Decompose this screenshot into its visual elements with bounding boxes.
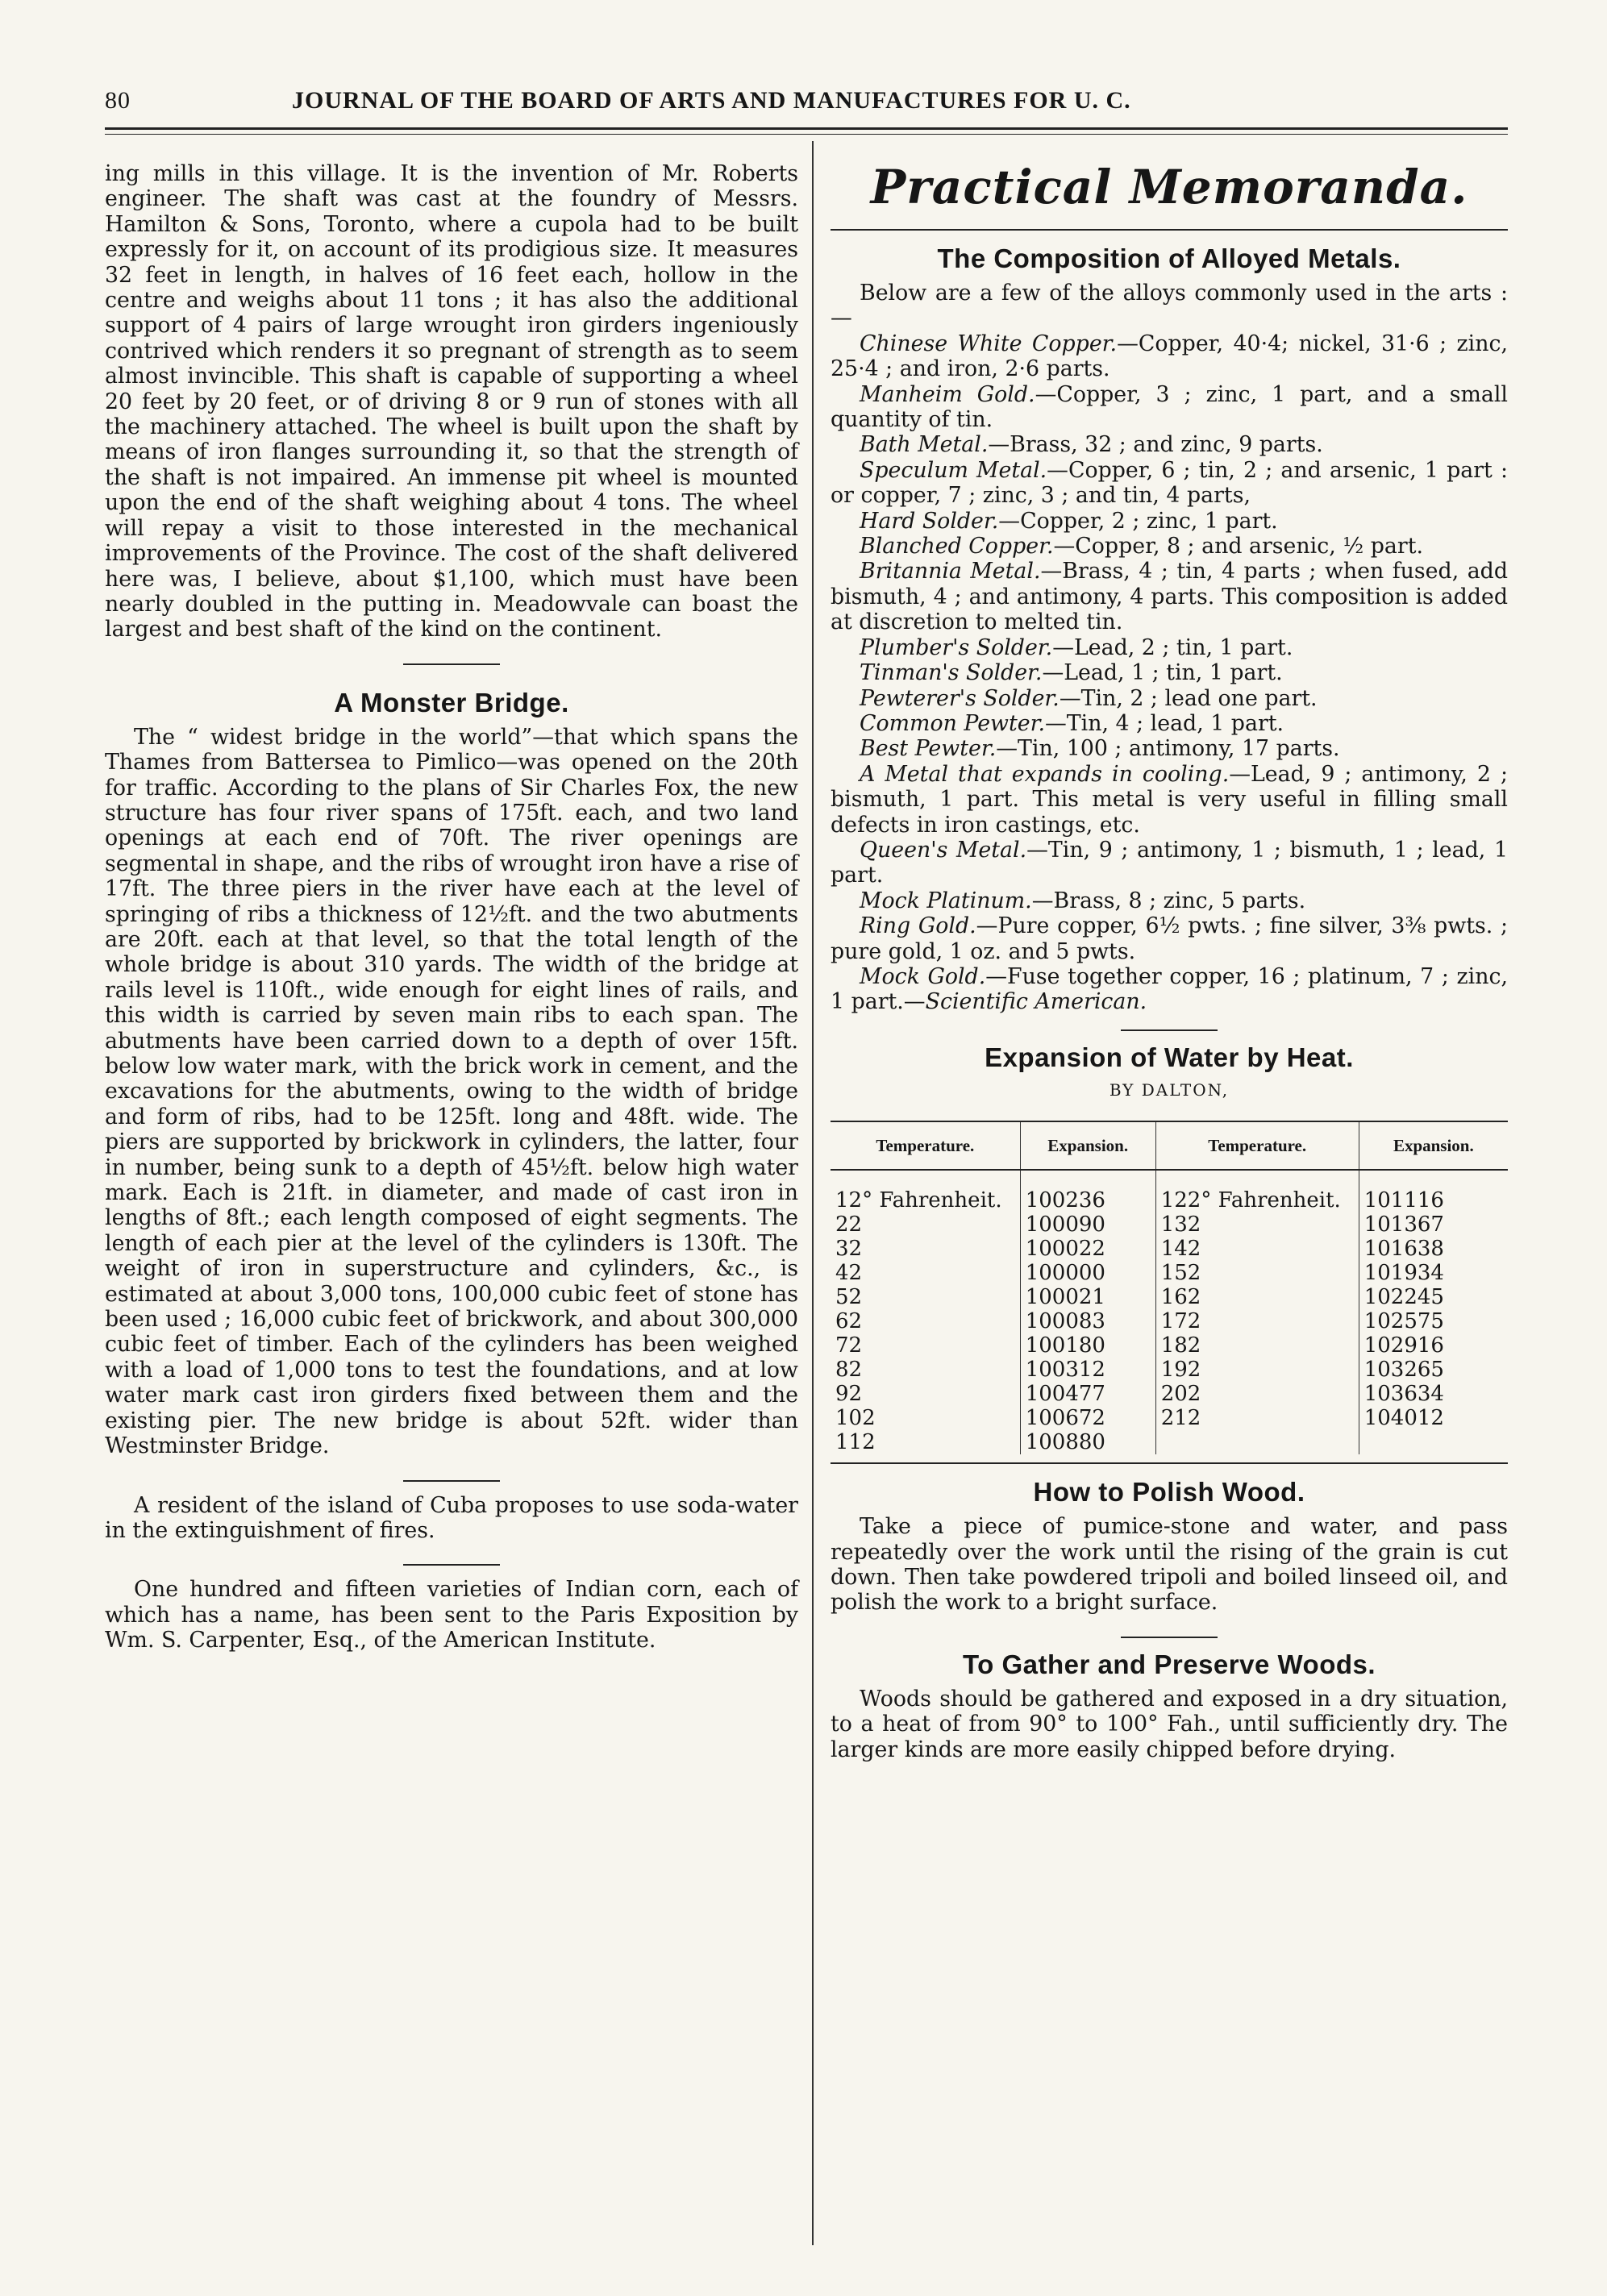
table-row — [831, 1406, 1508, 1430]
water-heading: Expansion of Water by Heat. — [985, 1042, 1354, 1072]
col-header: Temperature. — [831, 1121, 1020, 1170]
shaft-paragraph: ing mills in this village. It is the invention of Mr. Roberts engineer. The shaft was cast at the foundry of Messrs. Hamilton & Sons, Toronto, where a cupola had to be built expressly for it, on account of its prodigious size. It measures 32 feet in length, in halves of 16 feet each, hollow in the centre and weighs about 11 tons ; it has also the additional support of 4 pairs of large wrought iron girders ingeniously contrived which renders it so pregnant of strength as to seem almost invincible. This shaft is capable of supporting a wheel 20 feet by 20 feet, or of driving 8 or 9 run of stones with all the machinery attached. The wheel is built upon the shaft by means of iron flanges surrounding it, so that the strength of the shaft is not impaired. An immense pit wheel is mounted upon the end of the shaft weighing about 4 tons. The wheel will repay a visit to those interested in the mechanical improvements of the Province. The cost of the shaft delivered here was, I believe, about $1,100, which must have been nearly doubled in the putting in. Meadowvale can boast the largest and best shaft of the kind on the continent. — [105, 161, 798, 643]
expansion-cell: 100880 — [1020, 1430, 1155, 1454]
table-row — [831, 1212, 1508, 1237]
expansion-cell: 100090 — [1020, 1212, 1155, 1237]
section-rule — [1121, 1029, 1218, 1031]
alloy-name: Blanched Copper. — [860, 534, 1054, 559]
temperature-cell: 12° Fahrenheit. — [835, 1188, 1002, 1213]
temperature-cell: 52 — [835, 1285, 863, 1310]
alloy-composition: —Copper, 6 ; tin, 2 ; and arsenic, 1 part : or copper, 7 ; zinc, 3 ; and tin, 4 parts, — [831, 457, 1508, 509]
alloy-composition: —Tin, 4 ; lead, 1 part. — [1045, 710, 1284, 736]
section-rule — [403, 1564, 500, 1566]
expansion-cell: 100236 — [1020, 1170, 1155, 1212]
water-byline: BY DALTON, — [1109, 1079, 1230, 1100]
table-row — [831, 1430, 1508, 1454]
alloys-heading: The Composition of Alloyed Metals. — [937, 243, 1401, 273]
table-row — [831, 1382, 1508, 1406]
col-header: Temperature. — [1155, 1121, 1359, 1170]
table-row — [831, 1261, 1508, 1285]
alloy-composition: —Pure copper, 6½ pwts. ; fine silver, 3⅜ pwts. ; pure gold, 1 oz. and 5 pwts. — [831, 913, 1508, 964]
alloy-composition: —Fuse together copper, 16 ; platinum, 7 ; zinc, 1 part.— — [831, 963, 1508, 1015]
alloy-entry — [831, 762, 1508, 838]
expansion-cell: 100021 — [1020, 1285, 1155, 1309]
expansion-cell: 104012 — [1359, 1406, 1508, 1430]
alloy-composition: —Brass, 4 ; tin, 4 parts ; when fused, add bismuth, 4 ; and antimony, 4 parts. This composition is added at discretion to melted tin. — [831, 559, 1508, 635]
alloy-name: Mock Platinum. — [860, 888, 1032, 913]
alloy-entry — [831, 736, 1508, 761]
temperature-cell — [1155, 1430, 1359, 1454]
temperature-cell: 182 — [1155, 1333, 1359, 1358]
temperature-cell: 92 — [835, 1382, 863, 1407]
alloy-composition: —Tin, 2 ; lead one part. — [1059, 685, 1318, 711]
temperature-cell: 192 — [1155, 1358, 1359, 1382]
table-rule — [831, 1462, 1508, 1464]
alloys-intro: Below are a few of the alloys commonly used in the arts :— — [831, 281, 1508, 331]
expansion-cell: 103634 — [1359, 1382, 1508, 1406]
temperature-cell: 32 — [835, 1237, 863, 1262]
temperature-cell: 82 — [835, 1358, 863, 1383]
table-row — [831, 1285, 1508, 1309]
header-rule-thin — [105, 134, 1508, 135]
section-rule — [403, 1480, 500, 1482]
temperature-cell: 112 — [835, 1430, 876, 1455]
alloy-list — [831, 331, 1508, 1015]
section-rule — [1121, 1637, 1218, 1638]
alloy-composition: —Copper, 2 ; zinc, 1 part. — [998, 508, 1278, 534]
alloy-entry — [831, 509, 1508, 534]
alloy-composition: —Copper, 8 ; and arsenic, ½ part. — [1053, 534, 1423, 559]
alloy-entry — [831, 382, 1508, 433]
corn-paragraph: One hundred and fifteen varieties of Indian corn, each of which has a name, has been sent to the Paris Exposition by Wm. S. Carpenter, Esq., of the American Institute. — [105, 1577, 798, 1653]
alloy-composition: —Copper, 3 ; zinc, 1 part, and a small quantity of tin. — [831, 381, 1509, 433]
alloy-entry — [831, 635, 1508, 660]
alloy-entry — [831, 686, 1508, 711]
temperature-cell: 172 — [1155, 1309, 1359, 1333]
gather-paragraph: Woods should be gathered and exposed in a dry situation, to a heat of from 90° to 100° Fah., until sufficiently dry. The larger kinds are more easily chipped before drying. — [831, 1686, 1508, 1762]
alloy-entry — [831, 660, 1508, 685]
alloy-name: Mock Gold. — [860, 963, 986, 989]
alloy-entry — [831, 331, 1508, 382]
section-title: Practical Memoranda. — [870, 160, 1468, 214]
col-header: Expansion. — [1020, 1121, 1155, 1170]
bridge-heading: A Monster Bridge. — [334, 687, 569, 718]
alloy-entry — [831, 432, 1508, 457]
expansion-cell: 101638 — [1359, 1237, 1508, 1261]
alloy-composition: —Tin, 100 ; antimony, 17 parts. — [996, 736, 1340, 762]
alloy-composition: —Copper, 40·4; nickel, 31·6 ; zinc, 25·4 ; and iron, 2·6 parts. — [831, 331, 1509, 382]
alloy-name: Tinman's Solder. — [860, 660, 1043, 686]
temperature-cell: 42 — [835, 1261, 863, 1286]
right-column — [831, 161, 1508, 1762]
alloy-composition: —Tin, 9 ; antimony, 1 ; bismuth, 1 ; lead, 1 part. — [831, 837, 1509, 888]
journal-title: JOURNAL OF THE BOARD OF ARTS AND MANUFACTURES FOR U. C. — [292, 87, 1131, 114]
page-header — [105, 87, 1508, 119]
expansion-cell: 100672 — [1020, 1406, 1155, 1430]
page-number: 80 — [105, 87, 131, 114]
alloy-source: Scientific American. — [925, 989, 1147, 1015]
table-row — [831, 1358, 1508, 1382]
alloy-name: Speculum Metal. — [860, 457, 1047, 483]
expansion-cell: 100083 — [1020, 1309, 1155, 1333]
temperature-cell: 162 — [1155, 1285, 1359, 1309]
alloy-name: Hard Solder. — [860, 508, 999, 534]
alloy-name: Manheim Gold. — [860, 381, 1035, 407]
title-rule — [831, 229, 1508, 231]
temperature-cell: 202 — [1155, 1382, 1359, 1406]
alloy-composition: —Brass, 32 ; and zinc, 9 parts. — [988, 432, 1323, 458]
polish-paragraph: Take a piece of pumice-stone and water, and pass repeatedly over the work until the rising of the grain is cut down. Then take powdered tripoli and boiled linseed oil, and polish the work to a bright surface. — [831, 1514, 1508, 1616]
expansion-cell: 102916 — [1359, 1333, 1508, 1358]
expansion-cell: 100180 — [1020, 1333, 1155, 1358]
table-row — [831, 1237, 1508, 1261]
alloy-name: Best Pewter. — [860, 736, 997, 762]
table-row — [831, 1333, 1508, 1358]
expansion-table — [831, 1121, 1508, 1454]
alloy-entry — [831, 534, 1508, 559]
expansion-cell: 102575 — [1359, 1309, 1508, 1333]
section-rule — [403, 663, 500, 665]
alloy-entry — [831, 458, 1508, 509]
alloy-composition: —Lead, 9 ; antimony, 2 ; bismuth, 1 part. This metal is very useful in filling small defects in iron castings, etc. — [831, 761, 1508, 838]
alloy-name: Bath Metal. — [860, 432, 989, 458]
alloy-entry — [831, 888, 1508, 913]
temperature-cell: 132 — [1155, 1212, 1359, 1237]
alloy-composition: —Lead, 2 ; tin, 1 part. — [1052, 634, 1293, 660]
expansion-cell: 101116 — [1359, 1170, 1508, 1212]
left-column — [105, 161, 798, 1653]
temperature-cell: 122° Fahrenheit. — [1155, 1170, 1359, 1212]
bridge-paragraph: The “ widest bridge in the world”—that which spans the Thames from Battersea to Pimlico—was opened on the 20th for traffic. According to the plans of Sir Charles Fox, the new structure has four river spans of 175ft. each, and two land openings at each end of 70ft. The river openings are segmental in shape, and the ribs of wrought iron have a rise of 17ft. The three piers in the river have each at the level of springing of ribs a thickness of 12½ft. and the two abutments are 20ft. each at that level, so that the total length of the whole bridge is about 310 yards. The width of the bridge at rails level is 110ft., wide enough for eight lines of rails, and this width is carried by seven main ribs to each span. The abutments have been carried down to a depth of over 15ft. below low water mark, with the brick work in cement, and the excavations for the abutments, owing to the width of bridge and form of ribs, had to be 125ft. long and 48ft. wide. The piers are supported by brickwork in cylinders, the latter, four in number, being sunk to a depth of 45½ft. below high water mark. Each is 21ft. in diameter, and made of cast iron in lengths of 8ft.; each length composed of eight segments. The length of each pier at the level of the cylinders is 130ft. The weight of iron in superstructure and cylinders, &c., is estimated at about 3,000 tons, 100,000 cubic feet of stone has been used ; 16,000 cubic feet of brickwork, and about 300,000 cubic feet of timber. Each of the cylinders has been weighed with a load of 1,000 tons to test the foundations, and at low water mark cast iron girders fixed between them and the existing pier. The new bridge is about 52ft. wider than Westminster Bridge. — [105, 724, 798, 1459]
alloy-name: A Metal that expands in cooling. — [860, 761, 1230, 787]
temperature-cell: 62 — [835, 1309, 863, 1334]
alloy-entry — [831, 559, 1508, 634]
alloy-entry — [831, 711, 1508, 736]
expansion-cell — [1359, 1430, 1508, 1454]
alloy-entry — [831, 838, 1508, 888]
col-header: Expansion. — [1359, 1121, 1508, 1170]
alloy-name: Pewterer's Solder. — [860, 685, 1060, 711]
table-row — [831, 1170, 1508, 1212]
temperature-cell: 152 — [1155, 1261, 1359, 1285]
expansion-cell: 101934 — [1359, 1261, 1508, 1285]
expansion-cell: 101367 — [1359, 1212, 1508, 1237]
table-row — [831, 1309, 1508, 1333]
expansion-cell: 100312 — [1020, 1358, 1155, 1382]
expansion-cell: 100477 — [1020, 1382, 1155, 1406]
header-rule — [105, 127, 1508, 130]
gather-heading: To Gather and Preserve Woods. — [962, 1649, 1376, 1679]
alloy-entry — [831, 913, 1508, 964]
expansion-cell: 100022 — [1020, 1237, 1155, 1261]
alloy-name: Ring Gold. — [860, 913, 976, 939]
alloy-name: Queen's Metal. — [860, 837, 1027, 863]
temperature-cell: 22 — [835, 1212, 863, 1237]
temperature-cell: 142 — [1155, 1237, 1359, 1261]
expansion-cell: 102245 — [1359, 1285, 1508, 1309]
column-divider — [812, 141, 814, 2245]
alloy-composition: —Lead, 1 ; tin, 1 part. — [1042, 660, 1283, 686]
alloy-name: Britannia Metal. — [860, 559, 1041, 584]
temperature-cell: 72 — [835, 1333, 863, 1358]
alloy-name: Common Pewter. — [860, 710, 1045, 736]
expansion-cell: 103265 — [1359, 1358, 1508, 1382]
alloy-composition: —Brass, 8 ; zinc, 5 parts. — [1031, 888, 1306, 913]
temperature-cell: 102 — [835, 1406, 876, 1431]
alloy-name: Plumber's Solder. — [860, 634, 1053, 660]
expansion-cell: 100000 — [1020, 1261, 1155, 1285]
polish-heading: How to Polish Wood. — [1033, 1477, 1305, 1508]
alloy-entry — [831, 964, 1508, 1015]
temperature-cell: 212 — [1155, 1406, 1359, 1430]
cuba-paragraph: A resident of the island of Cuba proposes to use soda-water in the extinguishment of fires. — [105, 1492, 798, 1543]
alloy-name: Chinese White Copper. — [860, 331, 1118, 356]
